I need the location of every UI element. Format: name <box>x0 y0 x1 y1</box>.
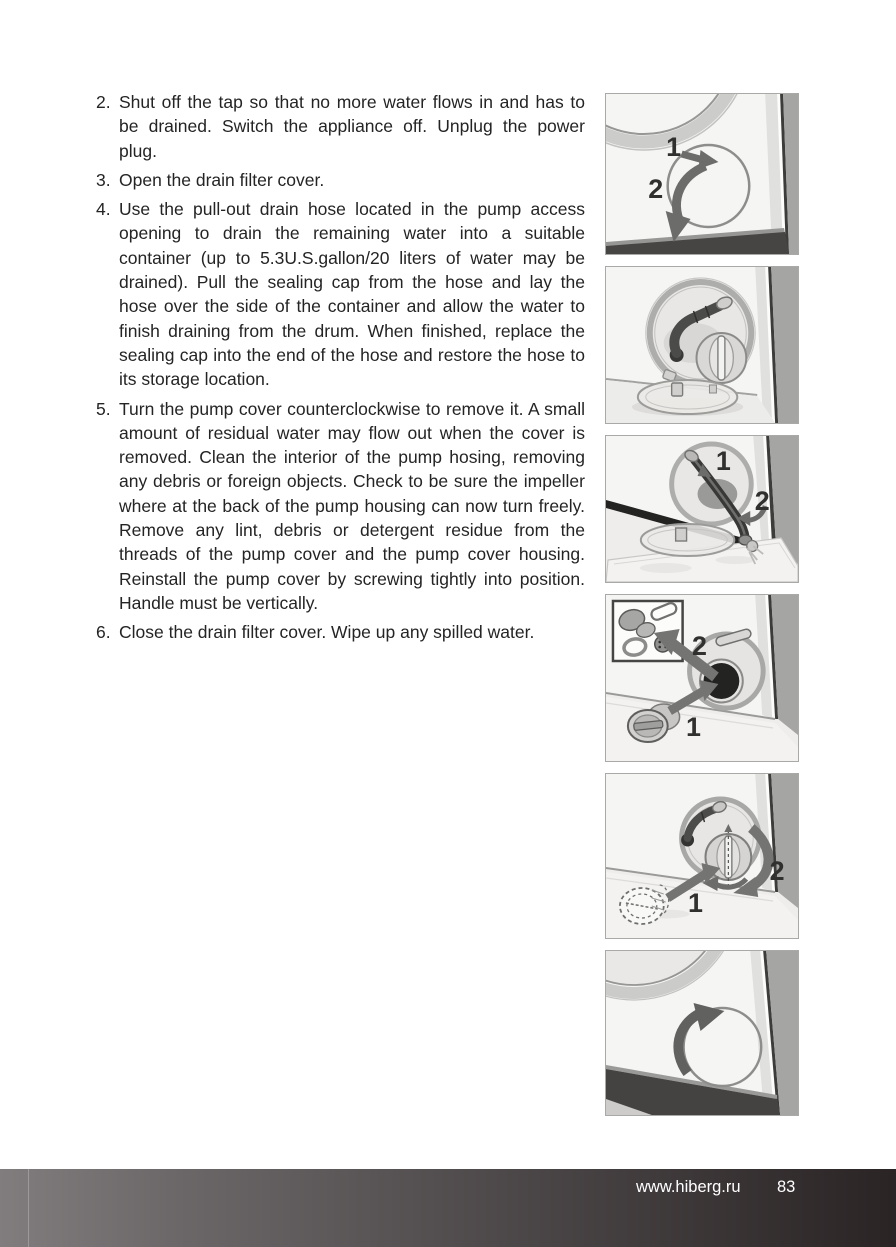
instruction-text: Close the drain filter cover. Wipe up any spilled water. <box>119 622 535 643</box>
instruction-number: 6. <box>96 622 111 643</box>
instruction-number: 4. <box>96 199 111 220</box>
instruction-number: 2. <box>96 92 111 112</box>
instruction-item-4 <box>96 197 585 391</box>
instruction-text: Open the drain filter cover. <box>119 169 325 190</box>
step-label-2: 2 <box>648 173 664 205</box>
footer-url: www.hiberg.ru <box>636 1178 741 1196</box>
page-footer <box>0 1169 896 1247</box>
instruction-text: Turn the pump cover counterclockwise to remove it. A small amount of residual water may flow out when the cover is removed. Clean the interior of the pump hosing, removing any debris or foreign objects. Check to be sure the impeller where at the back of the pump housing can now turn freely. Remove any lint, debris or detergent residue from the threads of the pump cover and the pump cover housing. Reinstall the pump cover by screwing tightly into position. Handle must be vertically. <box>119 398 585 613</box>
step-label-1: 1 <box>686 711 702 743</box>
filter-compartment-illustration <box>606 267 798 423</box>
step-label-1: 1 <box>688 887 704 919</box>
footer-page-number: 83 <box>777 1178 796 1196</box>
instruction-number: 5. <box>96 398 111 419</box>
figure-reinstall-pump-cover <box>605 773 799 939</box>
instruction-item-2 <box>96 90 585 163</box>
pump-cover-removal-illustration <box>606 595 798 761</box>
instruction-text: Use the pull-out drain hose located in the pump access opening to drain the remaining water into a suitable container (up to 5.3U.S.gallon/20 liters of water may be drained). Pull the sealing cap from the hose and lay the hose over the side of the container and allow the water to finish draining from the drum. When finished, replace the sealing cap into the end of the hose and restore the hose to its storage location. <box>119 199 585 390</box>
figure-pull-out-drain-hose <box>605 435 799 583</box>
figure-open-filter-cover <box>605 93 799 255</box>
instruction-number: 3. <box>96 169 111 190</box>
footer-spine-line <box>28 1169 29 1247</box>
figure-remove-pump-cover <box>605 594 799 762</box>
pump-cover-reinstall-illustration <box>606 774 798 938</box>
instruction-text: Shut off the tap so that no more water flows in and has to be drained. Switch the appliance off. Unplug the power plug. <box>119 92 585 161</box>
instruction-item-6 <box>96 620 585 644</box>
figure-column <box>605 93 799 1116</box>
step-label-1: 1 <box>666 131 682 163</box>
step-label-2: 2 <box>692 630 707 662</box>
figure-filter-compartment-open <box>605 266 799 424</box>
step-label-2: 2 <box>769 855 785 887</box>
washer-corner-close-illustration <box>606 951 798 1115</box>
instruction-item-3 <box>96 168 585 192</box>
figure-close-filter-cover <box>605 950 799 1116</box>
drain-hose-illustration <box>606 436 798 582</box>
instruction-list <box>96 90 585 650</box>
step-label-2: 2 <box>754 485 770 517</box>
washer-corner-illustration <box>606 94 798 254</box>
open-cover-flap <box>641 524 735 556</box>
pump-cover-icon <box>697 333 747 383</box>
open-cover-flap <box>638 380 737 414</box>
instruction-item-5 <box>96 397 585 616</box>
step-label-1: 1 <box>715 445 731 477</box>
